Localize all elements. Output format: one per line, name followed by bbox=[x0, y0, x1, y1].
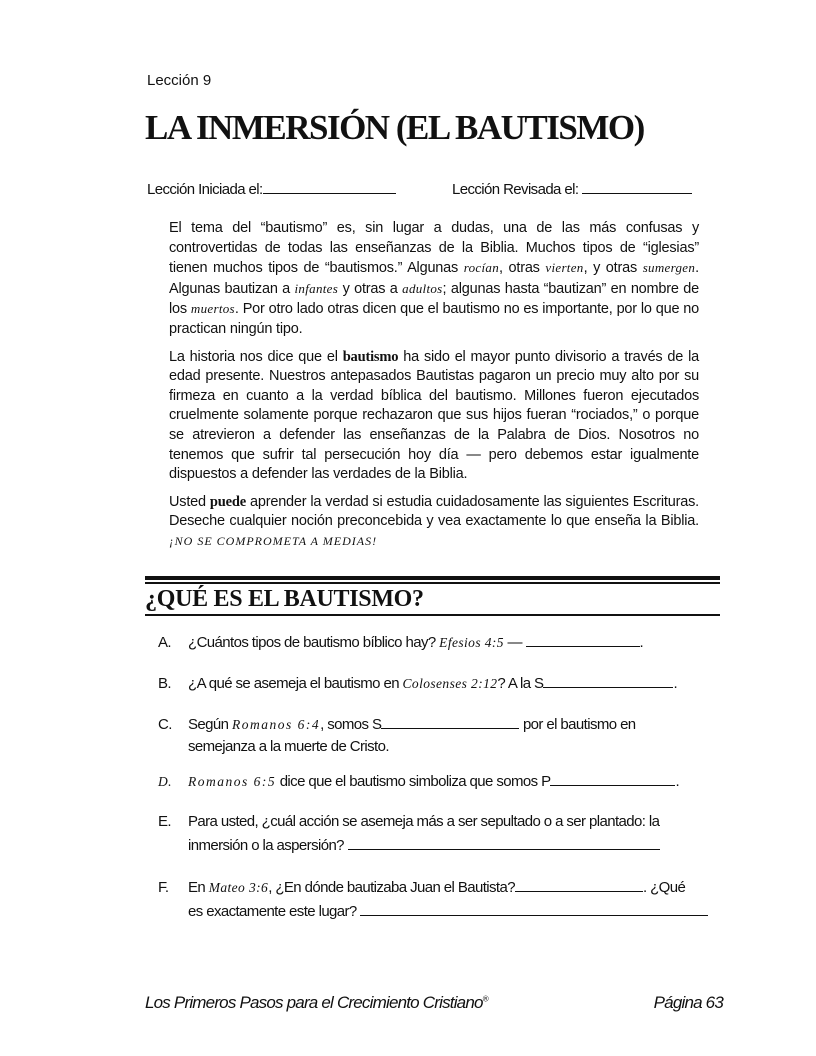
started-label: Lección Iniciada el: bbox=[147, 181, 263, 198]
reviewed-group bbox=[452, 179, 692, 198]
page-title: LA INMERSIÓN (EL BAUTISMO) bbox=[145, 108, 644, 147]
answer-d-field[interactable] bbox=[550, 771, 675, 786]
answer-f2-field[interactable] bbox=[360, 901, 708, 916]
answer-e-field[interactable] bbox=[348, 835, 660, 850]
section-title: ¿QUÉ ES EL BAUTISMO? bbox=[145, 586, 720, 616]
answer-b-field[interactable] bbox=[543, 673, 673, 688]
registered-mark: ® bbox=[482, 994, 488, 1004]
section-divider-thick bbox=[145, 576, 720, 580]
question-e: E. Para usted, ¿cuál acción se asemeja más a ser sepultado o a ser plantado: la inmersión o la aspersión? bbox=[158, 813, 660, 854]
answer-a-field[interactable] bbox=[526, 632, 640, 647]
started-date-field[interactable] bbox=[263, 179, 396, 194]
intro-text bbox=[169, 219, 699, 560]
question-a: A. ¿Cuántos tipos de bautismo bíblico hay? Efesios 4:5 — . bbox=[158, 634, 644, 651]
question-f: F. En Mateo 3:6, ¿En dónde bautizaba Juan el Bautista? . ¿Qué es exactamente este lugar? bbox=[158, 876, 724, 924]
answer-c-field[interactable] bbox=[381, 714, 519, 729]
answer-f1-field[interactable] bbox=[515, 877, 643, 892]
question-b: B. ¿A qué se asemeja el bautismo en Colosenses 2:12? A la S . bbox=[158, 675, 678, 692]
intro-paragraph-1: El tema del “bautismo” es, sin lugar a dudas, una de las más confusas y controvertidas de todas las enseñanzas de la Biblia. Muchos tipos de “iglesias” tienen muchos tipos de “bautismos.” Algunas rocían, otras vierten, y otras sumergen. Algunas bautizan a infantes y otras a adultos; algunas hasta “bautizan” en nombre de los muertos. Por otro lado otras dicen que el bautismo no es importante, por lo que no practican ningún tipo. bbox=[169, 220, 700, 337]
page-footer bbox=[145, 993, 723, 1013]
intro-paragraph-3: Usted puede aprender la verdad si estudia cuidadosamente las siguientes Escrituras. Deseche cualquier noción preconcebida y vea exactamente lo que enseña la Biblia. ¡NO SE COMPROMETA A MEDIAS! bbox=[169, 493, 699, 548]
section-divider-thin bbox=[145, 582, 720, 584]
book-title: Los Primeros Pasos para el Crecimiento Cristiano bbox=[145, 993, 483, 1012]
question-c: C. Según Romanos 6:4, somos S por el bautismo en semejanza a la muerte de Cristo. bbox=[158, 716, 636, 755]
lesson-dates bbox=[147, 179, 725, 198]
reviewed-label: Lección Revisada el: bbox=[452, 181, 579, 198]
reviewed-date-field[interactable] bbox=[582, 179, 692, 194]
page-number: Página 63 bbox=[653, 993, 723, 1012]
lesson-number: Lección 9 bbox=[147, 72, 212, 89]
question-d: D. Romanos 6:5 dice que el bautismo simboliza que somos P . bbox=[158, 773, 680, 790]
intro-paragraph-2: La historia nos dice que el bautismo ha sido el mayor punto divisorio a través de la edad presente. Nuestros antepasados Bautistas pagaron un precio muy alto por su firmeza en cuanto a la verdad bíblica del bautismo. Millones fueron ejecutados cruelmente solamente porque rechazaron que sus hijos fueran “rociados,” o porque se atrevieron a defender las enseñanzas de la Palabra de Dios. Nosotros no tenemos que sufrir tal persecución hoy día — pero debemos estar igualmente dispuestos a defender las verdades de la Biblia. bbox=[169, 348, 700, 483]
